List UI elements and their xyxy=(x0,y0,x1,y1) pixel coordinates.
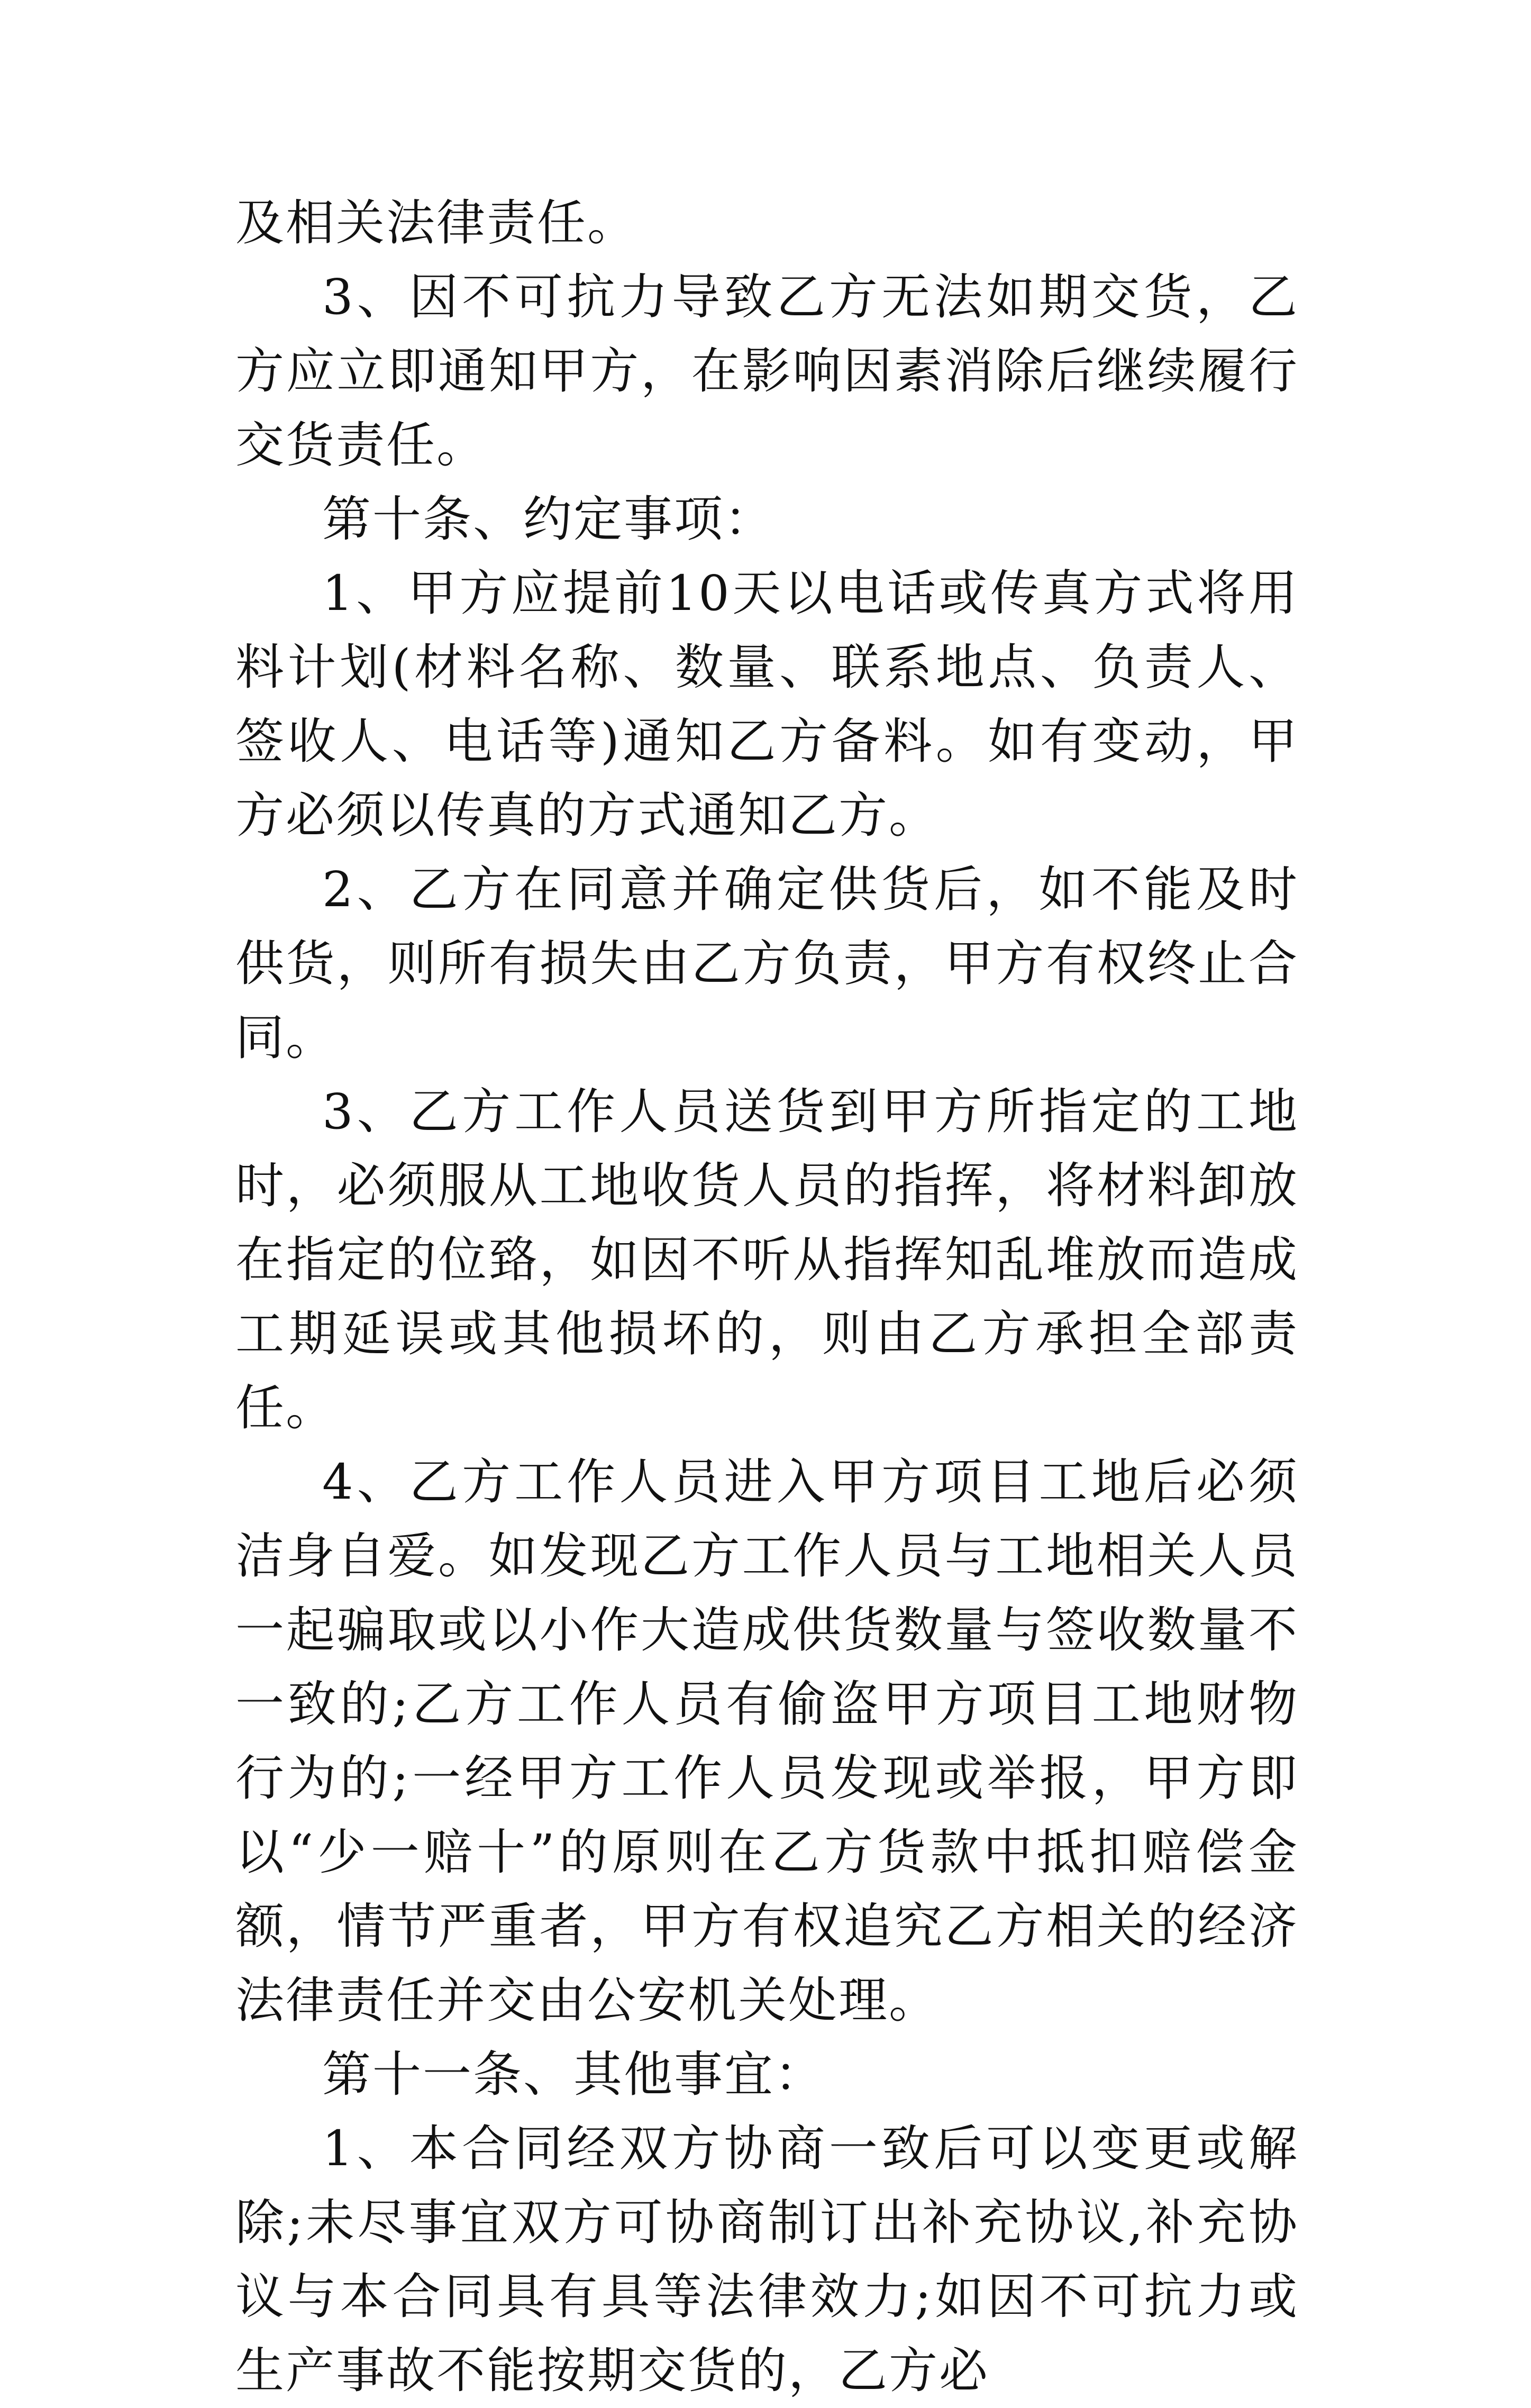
paragraph-supply-confirmation: 2、乙方在同意并确定供货后，如不能及时供货，则所有损失由乙方负责，甲方有权终止合同。 xyxy=(235,861,1299,1066)
paragraph-material-plan: 1、甲方应提前10天以电话或传真方式将用料计划(材料名称、数量、联系地点、负责人、签收人、电话等)通知乙方备料。如有变动，甲方必须以传真的方式通知乙方。 xyxy=(235,565,1299,844)
document-body xyxy=(235,186,1299,2408)
section-heading-article-11: 第十一条、其他事宜： xyxy=(322,2046,825,2103)
section-heading-article-10: 第十条、约定事项： xyxy=(322,491,775,548)
paragraph-contract-amendment: 1、本合同经双方协商一致后可以变更或解除;未尽事宜双方可协商制订出补充协议,补充协议与本合同具有具等法律效力;如因不可抗力或生产事故不能按期交货的，乙方必 xyxy=(235,2120,1299,2399)
paragraph-force-majeure: 3、因不可抗力导致乙方无法如期交货，乙方应立即通知甲方，在影响因素消除后继续履行交货责任。 xyxy=(235,269,1299,473)
paragraph-continuation: 及相关法律责任。 xyxy=(235,195,638,251)
paragraph-delivery-site: 3、乙方工作人员送货到甲方所指定的工地时，必须服从工地收货人员的指挥，将材料卸放在指定的位臵，如因不听从指挥知乱堆放而造成工期延误或其他损坏的，则由乙方承担全部责任。 xyxy=(235,1083,1299,1436)
paragraph-staff-conduct: 4、乙方工作人员进入甲方项目工地后必须洁身自爱。如发现乙方工作人员与工地相关人员一起骗取或以小作大造成供货数量与签收数量不一致的;乙方工作人员有偷盗甲方项目工地财物行为的;一经甲方工作人员发现或举报，甲方即以“少一赔十”的原则在乙方货款中抵扣赔偿金额，情节严重者，甲方有权追究乙方相关的经济法律责任并交由公安机关处理。 xyxy=(235,1454,1299,2029)
